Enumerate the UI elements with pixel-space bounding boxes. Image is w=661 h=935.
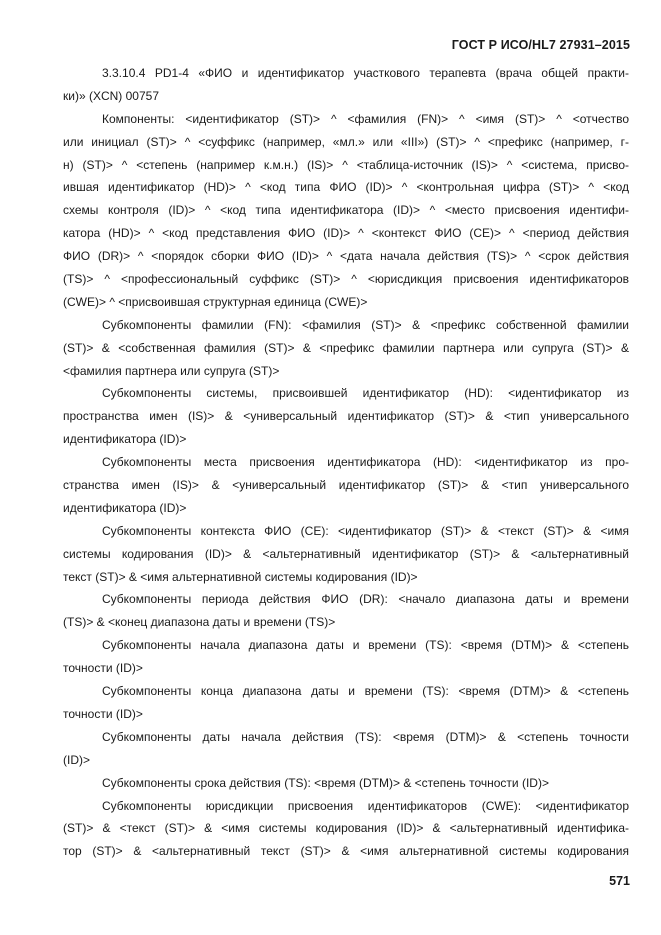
text-line: схемы контроля (ID)> ^ <код типа идентификатора (ID)> ^ <место присвоения идентифи- [63, 203, 629, 218]
text-line: Субкомпоненты срока действия (TS): <время (DTM)> & <степень точности (ID)> [102, 775, 549, 790]
text-line: ки)» (XCN) 00757 [63, 88, 159, 103]
page-number: 571 [609, 874, 630, 888]
paragraph [63, 680, 629, 726]
text-line: Субкомпоненты места присвоения идентификатора (HD): <идентификатор из про- [102, 455, 629, 470]
text-line: н) (ST)> ^ <степень (например к.м.н.) (IS)> ^ <таблица-источник (IS)> ^ <система, присво- [63, 157, 629, 172]
paragraph [63, 772, 629, 795]
text-line: точности (ID)> [63, 706, 143, 721]
paragraph [63, 726, 629, 772]
text-line: (ST)> & <собственная фамилия (ST)> & <префикс фамилии партнера или супруга (ST)> & [63, 340, 629, 355]
text-line: странства имен (IS)> & <универсальный идентификатор (ST)> & <тип универсального [63, 478, 629, 493]
document-header: ГОСТ Р ИСО/HL7 27931–2015 [451, 38, 630, 52]
text-line: ФИО (DR)> ^ <порядок сборки ФИО (ID)> ^ <дата начала действия (TS)> ^ <срок действия [63, 249, 629, 264]
text-line: катора (HD)> ^ <код представления ФИО (ID)> ^ <контекст ФИО (CE)> ^ <период действия [63, 226, 629, 241]
text-line: или инициал (ST)> ^ <суффикс (например, «мл.» или «III») (ST)> ^ <префикс (например, г- [63, 134, 629, 149]
paragraph [63, 520, 629, 589]
text-line: (TS)> ^ <профессиональный суффикс (ST)> ^ <юрисдикция присвоения идентификаторов [63, 272, 629, 287]
text-line: (ID)> [63, 752, 90, 767]
paragraph [63, 314, 629, 383]
text-line: Субкомпоненты системы, присвоившей идентификатор (HD): <идентификатор из [102, 386, 629, 401]
text-line: Субкомпоненты юрисдикции присвоения идентификаторов (CWE): <идентификатор [102, 798, 629, 813]
paragraph [63, 451, 629, 520]
text-line: тор (ST)> & <альтернативный текст (ST)> & <имя альтернативной системы кодирования [63, 844, 629, 859]
text-line: Субкомпоненты периода действия ФИО (DR): <начало диапазона даты и времени [102, 592, 629, 607]
text-line: точности (ID)> [63, 661, 143, 676]
text-line: Субкомпоненты конца диапазона даты и времени (TS): <время (DTM)> & <степень [102, 684, 629, 699]
paragraph [63, 795, 629, 864]
text-line: Компоненты: <идентификатор (ST)> ^ <фамилия (FN)> ^ <имя (ST)> ^ <отчество [102, 111, 629, 126]
text-line: (ST)> & <текст (ST)> & <имя системы кодирования (ID)> & <альтернативный идентифика- [63, 821, 629, 836]
text-line: идентификатора (ID)> [63, 500, 187, 515]
paragraph [63, 382, 629, 451]
text-line: 3.3.10.4 PD1-4 «ФИО и идентификатор участкового терапевта (врача общей практи- [102, 66, 629, 80]
text-line: идентификатора (ID)> [63, 432, 187, 447]
text-line: Субкомпоненты даты начала действия (TS): <время (DTM)> & <степень точности [102, 729, 629, 744]
text-line: системы кодирования (ID)> & <альтернативный идентификатор (ST)> & <альтернативный [63, 546, 629, 561]
paragraph [63, 634, 629, 680]
text-line: ившая идентификатор (HD)> ^ <код типа ФИО (ID)> ^ <контрольная цифра (ST)> ^ <код [63, 180, 629, 195]
text-line: (CWE)> ^ <присвоившая структурная единица (CWE)> [63, 294, 368, 309]
text-line: Субкомпоненты контекста ФИО (CE): <идентификатор (ST)> & <текст (ST)> & <имя [102, 523, 629, 538]
document-body [63, 62, 629, 863]
text-line: пространства имен (IS)> & <универсальный идентификатор (ST)> & <тип универсального [63, 409, 629, 424]
paragraph [63, 108, 629, 314]
paragraph [63, 62, 629, 108]
paragraph [63, 588, 629, 634]
text-line: Субкомпоненты начала диапазона даты и времени (TS): <время (DTM)> & <степень [102, 638, 629, 653]
text-line: (TS)> & <конец диапазона даты и времени (TS)> [63, 615, 336, 630]
text-line: <фамилия партнера или супруга (ST)> [63, 363, 280, 378]
text-line: Субкомпоненты фамилии (FN): <фамилия (ST)> & <префикс собственной фамилии [102, 317, 629, 332]
text-line: текст (ST)> & <имя альтернативной системы кодирования (ID)> [63, 569, 418, 584]
